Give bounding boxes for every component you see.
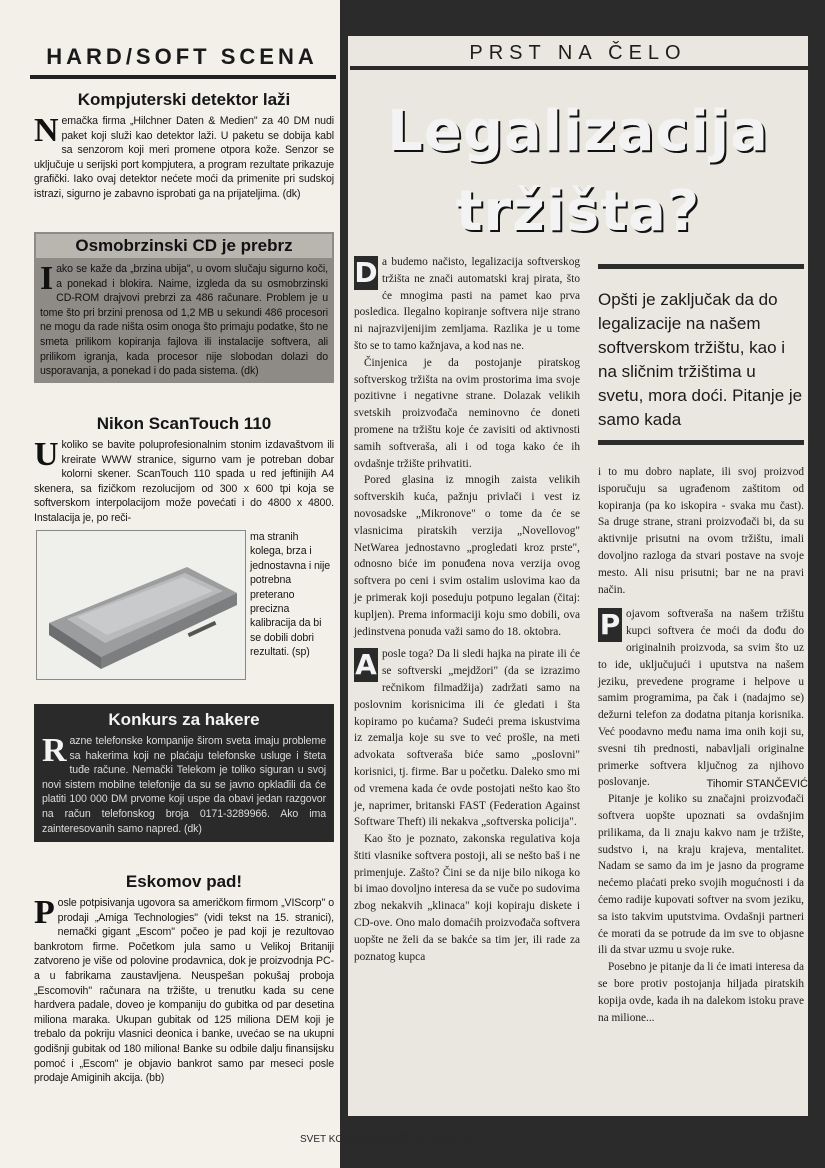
magazine-name: SVET KOMPJUTERA: [300, 1134, 397, 1145]
article-title: Kompjuterski detektor laži: [77, 90, 291, 109]
author-byline: Tihomir STANČEVIĆ: [706, 778, 808, 790]
article-scanner: [34, 414, 334, 526]
article-title: Osmobrzinski CD je prebrz: [36, 234, 332, 258]
pull-quote-rule-top: [598, 264, 804, 269]
article-body: Ukoliko se bavite poluprofesionalnim stonim izdavaštvom ili kreirate WWW stranice, sigurno vam je potreban dobar kolorni skener. ScanTouch 110 spada u red jeftinijih A4 skenera, sa fizičkom rezolucijom od 300 x 600 tpi koja se softverskom interpolacijom može povećati i do 4800 x 4800. Instalacija je, po reči-: [34, 436, 334, 524]
article-body-side: ma stranih kolega, brza i jednostavna i nije potrebna preterano precizna kalibracija da bi se dobili dobri rezultati. (sp): [250, 531, 331, 659]
paragraph: i to mu dobro naplate, ili svoj proizvod isporučuju sa ugrađenom zaštitom od kopiranja (pa ko iskopira - svaka mu čast). Sa druge strane, strani proizvođači bi, da su aktivnije prisutni na ovom tržištu, imali dovoljno razloga da stvari postave na svoje mesto. Ali nisu prisutni; bar ne na pravi način.: [598, 466, 804, 596]
left-column: [0, 0, 340, 1120]
right-content: [348, 36, 808, 1116]
drop-cap: P: [599, 608, 621, 642]
drop-cap: P: [34, 894, 55, 931]
article-lie-detector: [34, 90, 334, 202]
paragraph: P ojavom softveraša na našem tržištu kupci softvera će moći da dođu do originalnih proizvoda, sa svim što uz to ide, uključujući i uputstva na našem jeziku, prevedene programe i helpove u samim programima, pa čak i (nadajmo se) dežurni telefon za dodatna pitanja korisnika. Već poodavno među nama ima onih koji su, svesni tih prednosti, nabavljali originalne primerke softvera ključnog za njihovo poslovanje.: [598, 608, 804, 789]
article-body: Nemačka firma „Hilchner Daten & Medien" za 40 DM nudi paket koji služi kao detektor laži. U paketu se dobija kabl sa senzorom koji meri promene otpora kože. Senzor se uključuje u serijski port kompjutera, a program rezultate prikazuje grafički. Iako ovaj detektor nećete moći da primenite pri sudskoj istrazi, sigurno je zabavno isprobati ga na prijateljima. (dk): [34, 112, 334, 200]
article-body: Posle potpisivanja ugovora sa američkom firmom „VIScorp" o prodaji „Amiga Technologies" (vidi tekst na 15. stranici), nemački gigant „Escom" počeo je pad koji je rezultovao bankrotom firme. Početkom jula samo u Velikoj Britaniji zatvoreno je više od polovine prodavnica, dok je proizvodnja PC-a u fabrikama zaustavljena. Neuspešan pokušaj proboja „Escomovih" računara na tržište, u trenutku kada su cene hardvera padale, doveo je kompaniju do gubitka od par desetina miliona maraka. Ukupan gubitak od 125 miliona DEM koji je trebalo da pokriju vlasnici deonica i banke, uvećao se na ukupni godišnji gubitak od 180 miliona! Banke su odbile dalju finansijsku pomoć i „Escom" je objavio bankrot samo par meseci posle prodaje Amiginih akcija. (bb): [34, 894, 334, 1085]
drop-cap: A: [355, 648, 377, 682]
article-col-1: [354, 254, 580, 965]
article-col-2: [598, 464, 804, 1026]
right-panel: [340, 0, 825, 1168]
article-hackers-box: [34, 704, 334, 842]
section-rule: [30, 75, 336, 79]
pull-quote: Opšti je zaključak da do legalizacije na našem softverskom tržištu, kao i na sličnim tržištima u svetu, mora doći. Pitanje je samo kada: [598, 290, 803, 429]
article-body: Iako se kaže da „brzina ubija", u ovom slučaju sigurno koči, a ponekad i blokira. Naime, izgleda da su osmobrzinski CD-ROM drajvovi prebrzi za 486 računare. Problem je u tome što pri brzini prenosa od 1,2 MB u sekundi 486 procesori ne mogu da rade ništa osim onoga što primaju podatke, što ne smeta prilikom kopiranja fajlova ili instalacije softvera, ali prilikom igranja, kada procesor nije slobodan dolazi do usporavanja, a ponekad i do pada sistema. (dk): [40, 260, 328, 378]
paragraph: A posle toga? Da li sledi hajka na pirate ili će se softverski „mejdžori" (da se izrazimo rečnikom filmadžija) zadržati samo na poslovnim korisnicima ili će gledati i šta kopiramo po kućama? Sudeći prema iskustvima iz zemalja koje su sve to već prošle, na meti advokata softveraša biće samo „poslovni" korisnici, tj. firme. Bar u početku. Daleko smo mi od vremena kada će ovde postojati nešto kao što je, naprimer, britanski FAST (Federation Against Software Theft) ili nekakva „softverska policija".: [354, 648, 580, 829]
article-body: Razne telefonske kompanije širom sveta imaju probleme sa hakerima koji ne plaćaju telefonske usluge i šteta tuđe račune. Nemački Telekom je toliko siguran u svoj novi sistem mobilne telefonije da su se javno opklađili da će platiti 100 000 DM prvome koji uspe da obavi jedan razgovor na račun telefonskog broja 0171-3289966. Ako ima zainteresovanih samo napred. (dk): [42, 732, 326, 835]
scanner-photo: [36, 530, 246, 680]
paragraph: Pitanje je koliko su značajni proizvođači softvera uopšte upoznati sa ovdašnjim prilikama, da li znaju kakvo nam je tržište, sudstvo i, na kraju krajeva, mentalitet. Nadam se samo da im je jasno da programe nećemo plaćati preko svojih mogućnosti i da ćemo radije kupovati softver na svom jeziku, sa isto takvim uputstvima. Ovdašnji partneri će morati da se potrude da im sve to objasne ili da stvar uzmu u svoje ruke.: [598, 793, 804, 957]
article-cd-box: [34, 232, 334, 383]
drop-cap: D: [354, 256, 378, 289]
article-title: Eskomov pad!: [125, 872, 243, 891]
article-title: Nikon ScanTouch 110: [96, 414, 272, 433]
section-rule: [350, 66, 808, 70]
drop-cap: U: [34, 436, 59, 473]
drop-cap: R: [42, 732, 67, 769]
drop-cap: N: [34, 112, 59, 149]
drop-cap: I: [40, 260, 54, 297]
article-scanner-side: [250, 530, 332, 660]
paragraph: Posebno je pitanje da li će imati interesa da se bore protiv postojanja hiljada piratskih kopija ovde, kada ih na dalekom istoku prave na milione...: [598, 961, 804, 1024]
paragraph: Činjenica je da postojanje piratskog softverskog tržišta na ovim prostorima ima svoje pozitivne i negativne strane. Dolazak velikih svetskih proizvođača neminovno će doneti promene na tržištu koje će zavisiti od aktivnosti samih softveraša, ali i od toga kako će ih ovdašnje tržište prihvatiti.: [354, 356, 580, 470]
headline: Legalizacija tržišta?: [387, 99, 769, 244]
section-title-prst: PRST NA ČELO: [469, 42, 687, 64]
page-footer: [300, 1126, 600, 1148]
pull-quote-rule-bottom: [598, 440, 804, 445]
paragraph: Pored glasina iz mnogih zaista velikih softverskih kuća, pažnju privlači i vest iz novosadske „Mikronove" o tome da će se vlasnicima piratskih verzija „Novellovog" NetWarea jednostavno „progledati kroz prste", odnosno biće im ponuđena nova verzija ovog softvera po ceni i svim ostalim uslovima kao da je primerak koji poseduju potpuno legalan (čitaj: kupljen). Prema informaciji koju smo dobili, ova jedinstvena ponuda važi samo do 18. oktobra.: [354, 474, 580, 638]
page-number: 9: [399, 1126, 409, 1146]
article-escom: [34, 872, 334, 1086]
paragraph: D a budemo načisto, legalizacija softverskog tržišta ne znači automatski kraj pirata, što će mnogima pasti na pamet kao prva posledica. Ilegalno kopiranje softvera nije strano ni najrazvijenijim zemljama. Razlika je u tome što se to tamo kažnjava, a kod nas ne.: [354, 256, 580, 352]
section-title-hardsoft: HARD/SOFT SCENA: [46, 44, 318, 69]
paragraph: Kao što je poznato, zakonska regulativa koja štiti vlasnike softvera postoji, ali se nešto baš i ne primenjuje. Zašto? Čini se da nije bilo nikoga ko bi imao dovoljno interesa da se vuče po sudovima zbog nekakvih „klinaca" koji kopiraju diskete i CD-ove. Ono malo domaćih proizvođača softvera uopšte ne želi da se bakće sa tim jer, ili rade za poznatog kupca: [354, 833, 580, 963]
issue-date: OKTOBAR '96: [411, 1134, 476, 1145]
article-title: Konkurs za hakere: [108, 710, 260, 729]
